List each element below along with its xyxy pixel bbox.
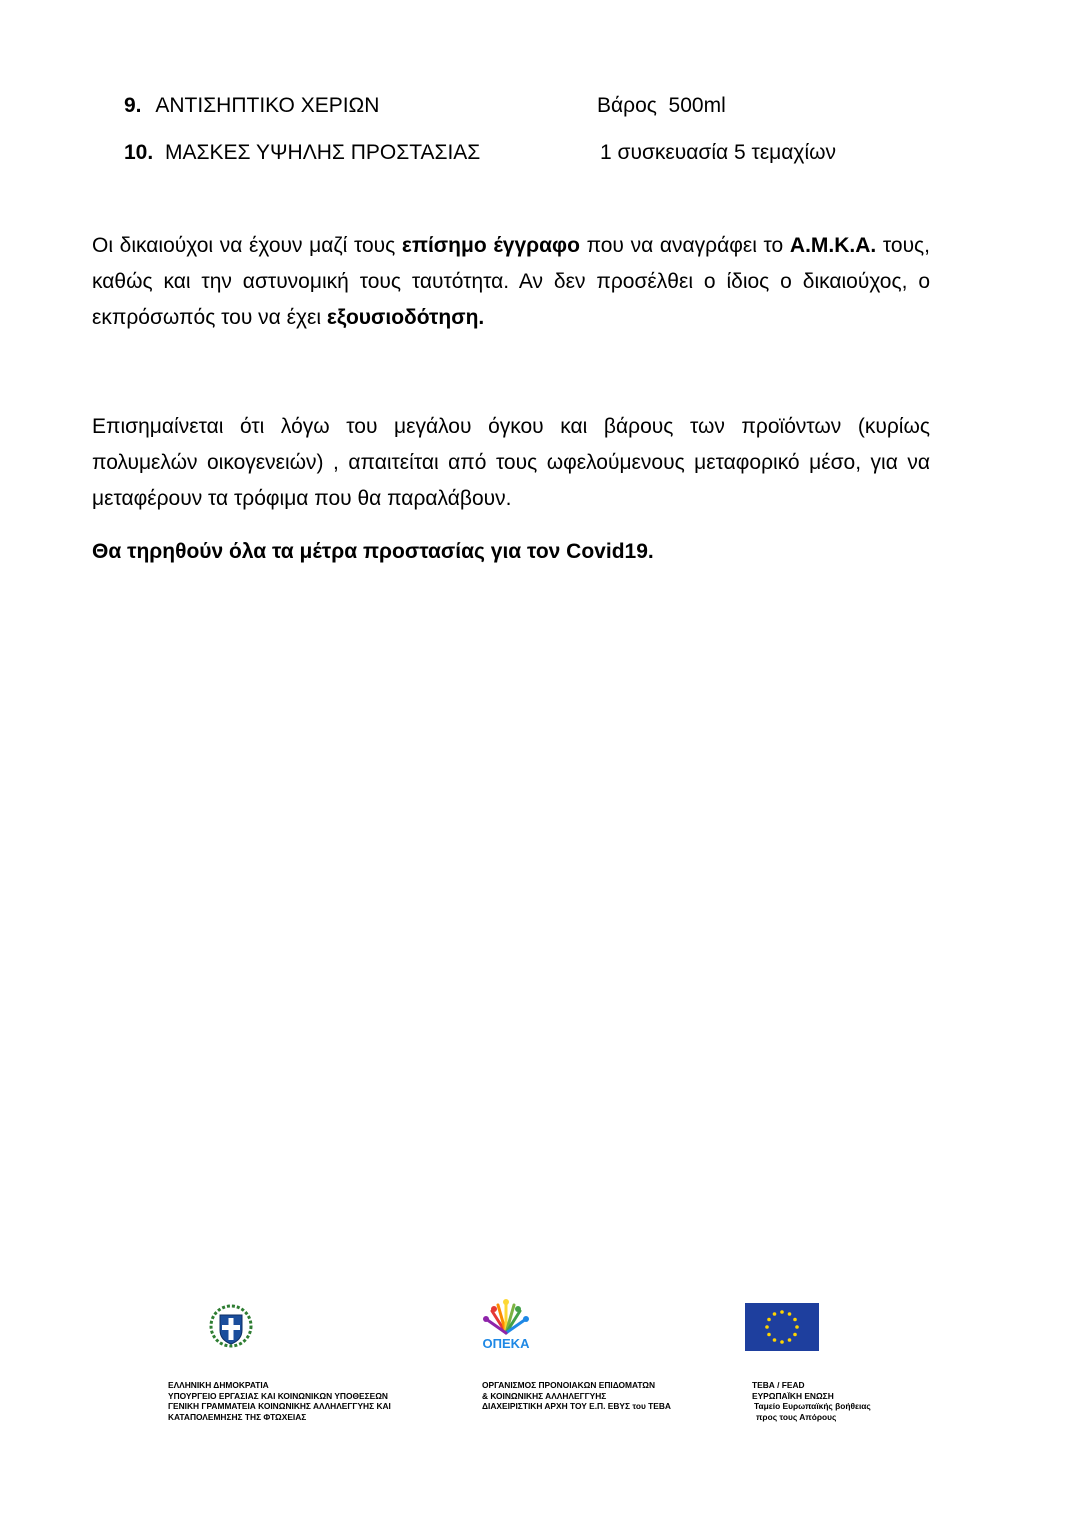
item-number: 10. [124,141,154,164]
paragraph-documents [92,228,930,336]
item-name: ΑΝΤΙΣΗΠΤΙΚΟ ΧΕΡΙΩΝ [155,94,380,117]
footer-line: ΟΡΓΑΝΙΣΜΟΣ ΠΡΟΝΟΙΑΚΩΝ ΕΠΙΔΟΜΑΤΩΝ [482,1380,656,1390]
list-item-9 [124,92,379,120]
footer-fead [752,1380,871,1422]
paragraph-text: Οι δικαιούχοι να έχουν μαζί τους [92,234,402,257]
list-item-10-quantity [600,139,836,167]
list-item-10 [124,139,480,167]
paragraph-text: που να αναγράφει το [579,234,790,257]
footer-line: ΔΙΑΧΕΙΡΙΣΤΙΚΗ ΑΡΧΗ ΤΟΥ Ε.Π. ΕΒΥΣ του ΤΕΒΑ [482,1401,671,1411]
footer-line: ΕΥΡΩΠΑΪΚΗ ΕΝΩΣΗ [752,1390,834,1401]
item-quantity: 1 συσκευασία 5 τεμαχίων [600,141,837,164]
paragraph-bold-text: εξουσιοδότηση. [326,306,485,329]
closing-statement: Θα τηρηθούν όλα τα μέτρα προστασίας για τον Covid19. [92,540,654,563]
opeka-logo-text: ΟΠΕΚΑ [482,1336,530,1351]
eu-flag-icon [745,1303,819,1351]
footer-line: ΥΠΟΥΡΓΕΙΟ ΕΡΓΑΣΙΑΣ ΚΑΙ ΚΟΙΝΩΝΙΚΩΝ ΥΠΟΘΕΣΕΩΝ [168,1390,388,1401]
footer-line: & ΚΟΙΝΩΝΙΚΗΣ ΑΛΛΗΛΕΓΓΥΗΣ [482,1390,607,1401]
list-item-9-quantity [597,92,726,120]
paragraph-transport: Επισημαίνεται ότι λόγω του μεγάλου όγκου και βάρους των προϊόντων (κυρίως πολυμελών οικογενειών) , απαιτείται από τους ωφελούμενους μεταφορικό μέσο, για να μεταφέρουν τα τρόφιμα που θα παραλάβουν. [92,415,930,510]
paragraph-bold-text: Α.Μ.Κ.Α. [789,234,877,257]
footer-line: ΕΛΛΗΝΙΚΗ ΔΗΜΟΚΡΑΤΙΑ [168,1380,269,1390]
footer-line: προς τους Απόρους [756,1411,837,1422]
footer-line: ΚΑΤΑΠΟΛΕΜΗΣΗΣ ΤΗΣ ΦΤΩΧΕΙΑΣ [168,1411,307,1422]
footer-opeka [482,1380,671,1412]
item-name: ΜΑΣΚΕΣ ΥΨΗΛΗΣ ΠΡΟΣΤΑΣΙΑΣ [165,141,481,164]
footer-line: ΤΕΒΑ / FEAD [752,1380,805,1390]
paragraph-bold-text: επίσημο έγγραφο [401,234,580,257]
opeka-logo-icon [470,1297,542,1351]
item-number: 9. [124,94,142,117]
footer-ministry [168,1380,391,1422]
footer-line: ΓΕΝΙΚΗ ΓΡΑΜΜΑΤΕΙΑ ΚΟΙΝΩΝΙΚΗΣ ΑΛΛΗΛΕΓΓΥΗΣ ΚΑΙ [168,1401,391,1411]
item-quantity: Βάρος 500ml [597,94,726,117]
paragraph-text: τους, καθώς και την αστυνομική τους ταυτότητα. Αν δεν προσέλθει ο ίδιος ο δικαιούχος, ο εκπρόσωπός του να έχει [92,234,931,329]
footer-line: Ταμείο Ευρωπαϊκής βοήθειας [754,1401,871,1411]
greek-coat-of-arms-icon [209,1303,253,1349]
